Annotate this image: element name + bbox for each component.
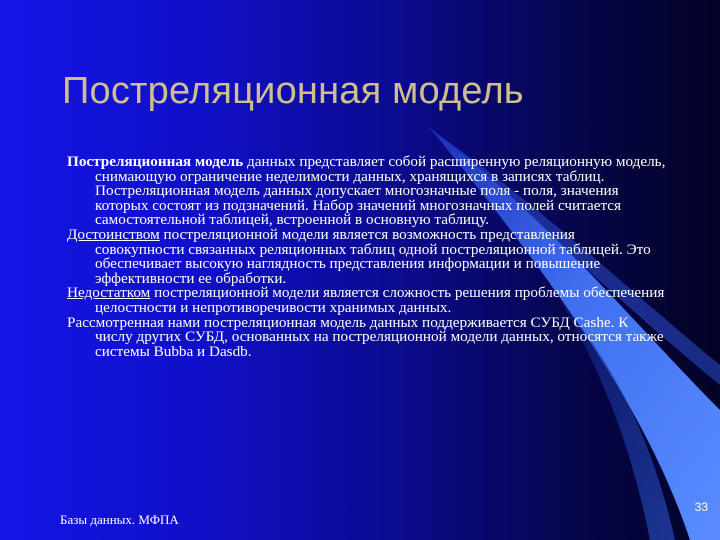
page-number: 33	[694, 500, 708, 514]
paragraph-text: Рассмотренная нами постреляционная модель данных поддерживается СУБД Cashe. К числу других СУБД, основанных на постреляционной модели данных, относятся также системы Bubba и Dasdb.	[67, 313, 664, 360]
slide-body	[67, 155, 667, 359]
paragraph-text: данных представляет собой расширенную реляционную модель, снимающую ограничение неделимости данных, хранящихся в записях таблиц. Постреляционная модель данных допускает многозначные поля - поля, значения которых состоят из подзначений. Набор значений многозначных полей считается самостоятельной таблицей, встроенной в основную таблицу.	[95, 153, 666, 229]
paragraph-dbms	[67, 313, 667, 360]
paragraph-disadvantage	[67, 286, 667, 315]
paragraph-text: постреляционной модели является сложность решения проблемы обеспечения целостности и непротиворечивости хранимых данных.	[95, 284, 665, 316]
paragraph-advantage	[67, 225, 667, 287]
term-advantage: Достоинством	[67, 225, 160, 243]
term-disadvantage: Недостатком	[67, 284, 151, 302]
term-postrelational-model: Постреляционная модель	[67, 153, 244, 170]
slide-title: Постреляционная модель	[62, 70, 524, 112]
slide-footer: Базы данных. МФПА	[60, 512, 179, 527]
paragraph-text: постреляционной модели является возможность представления совокупности связанных реляционных таблиц одной постреляционной таблицей. Это обеспечивает высокую наглядность представления информации и повышение эффективности ее обработки.	[95, 225, 651, 287]
paragraph-definition	[67, 155, 667, 228]
